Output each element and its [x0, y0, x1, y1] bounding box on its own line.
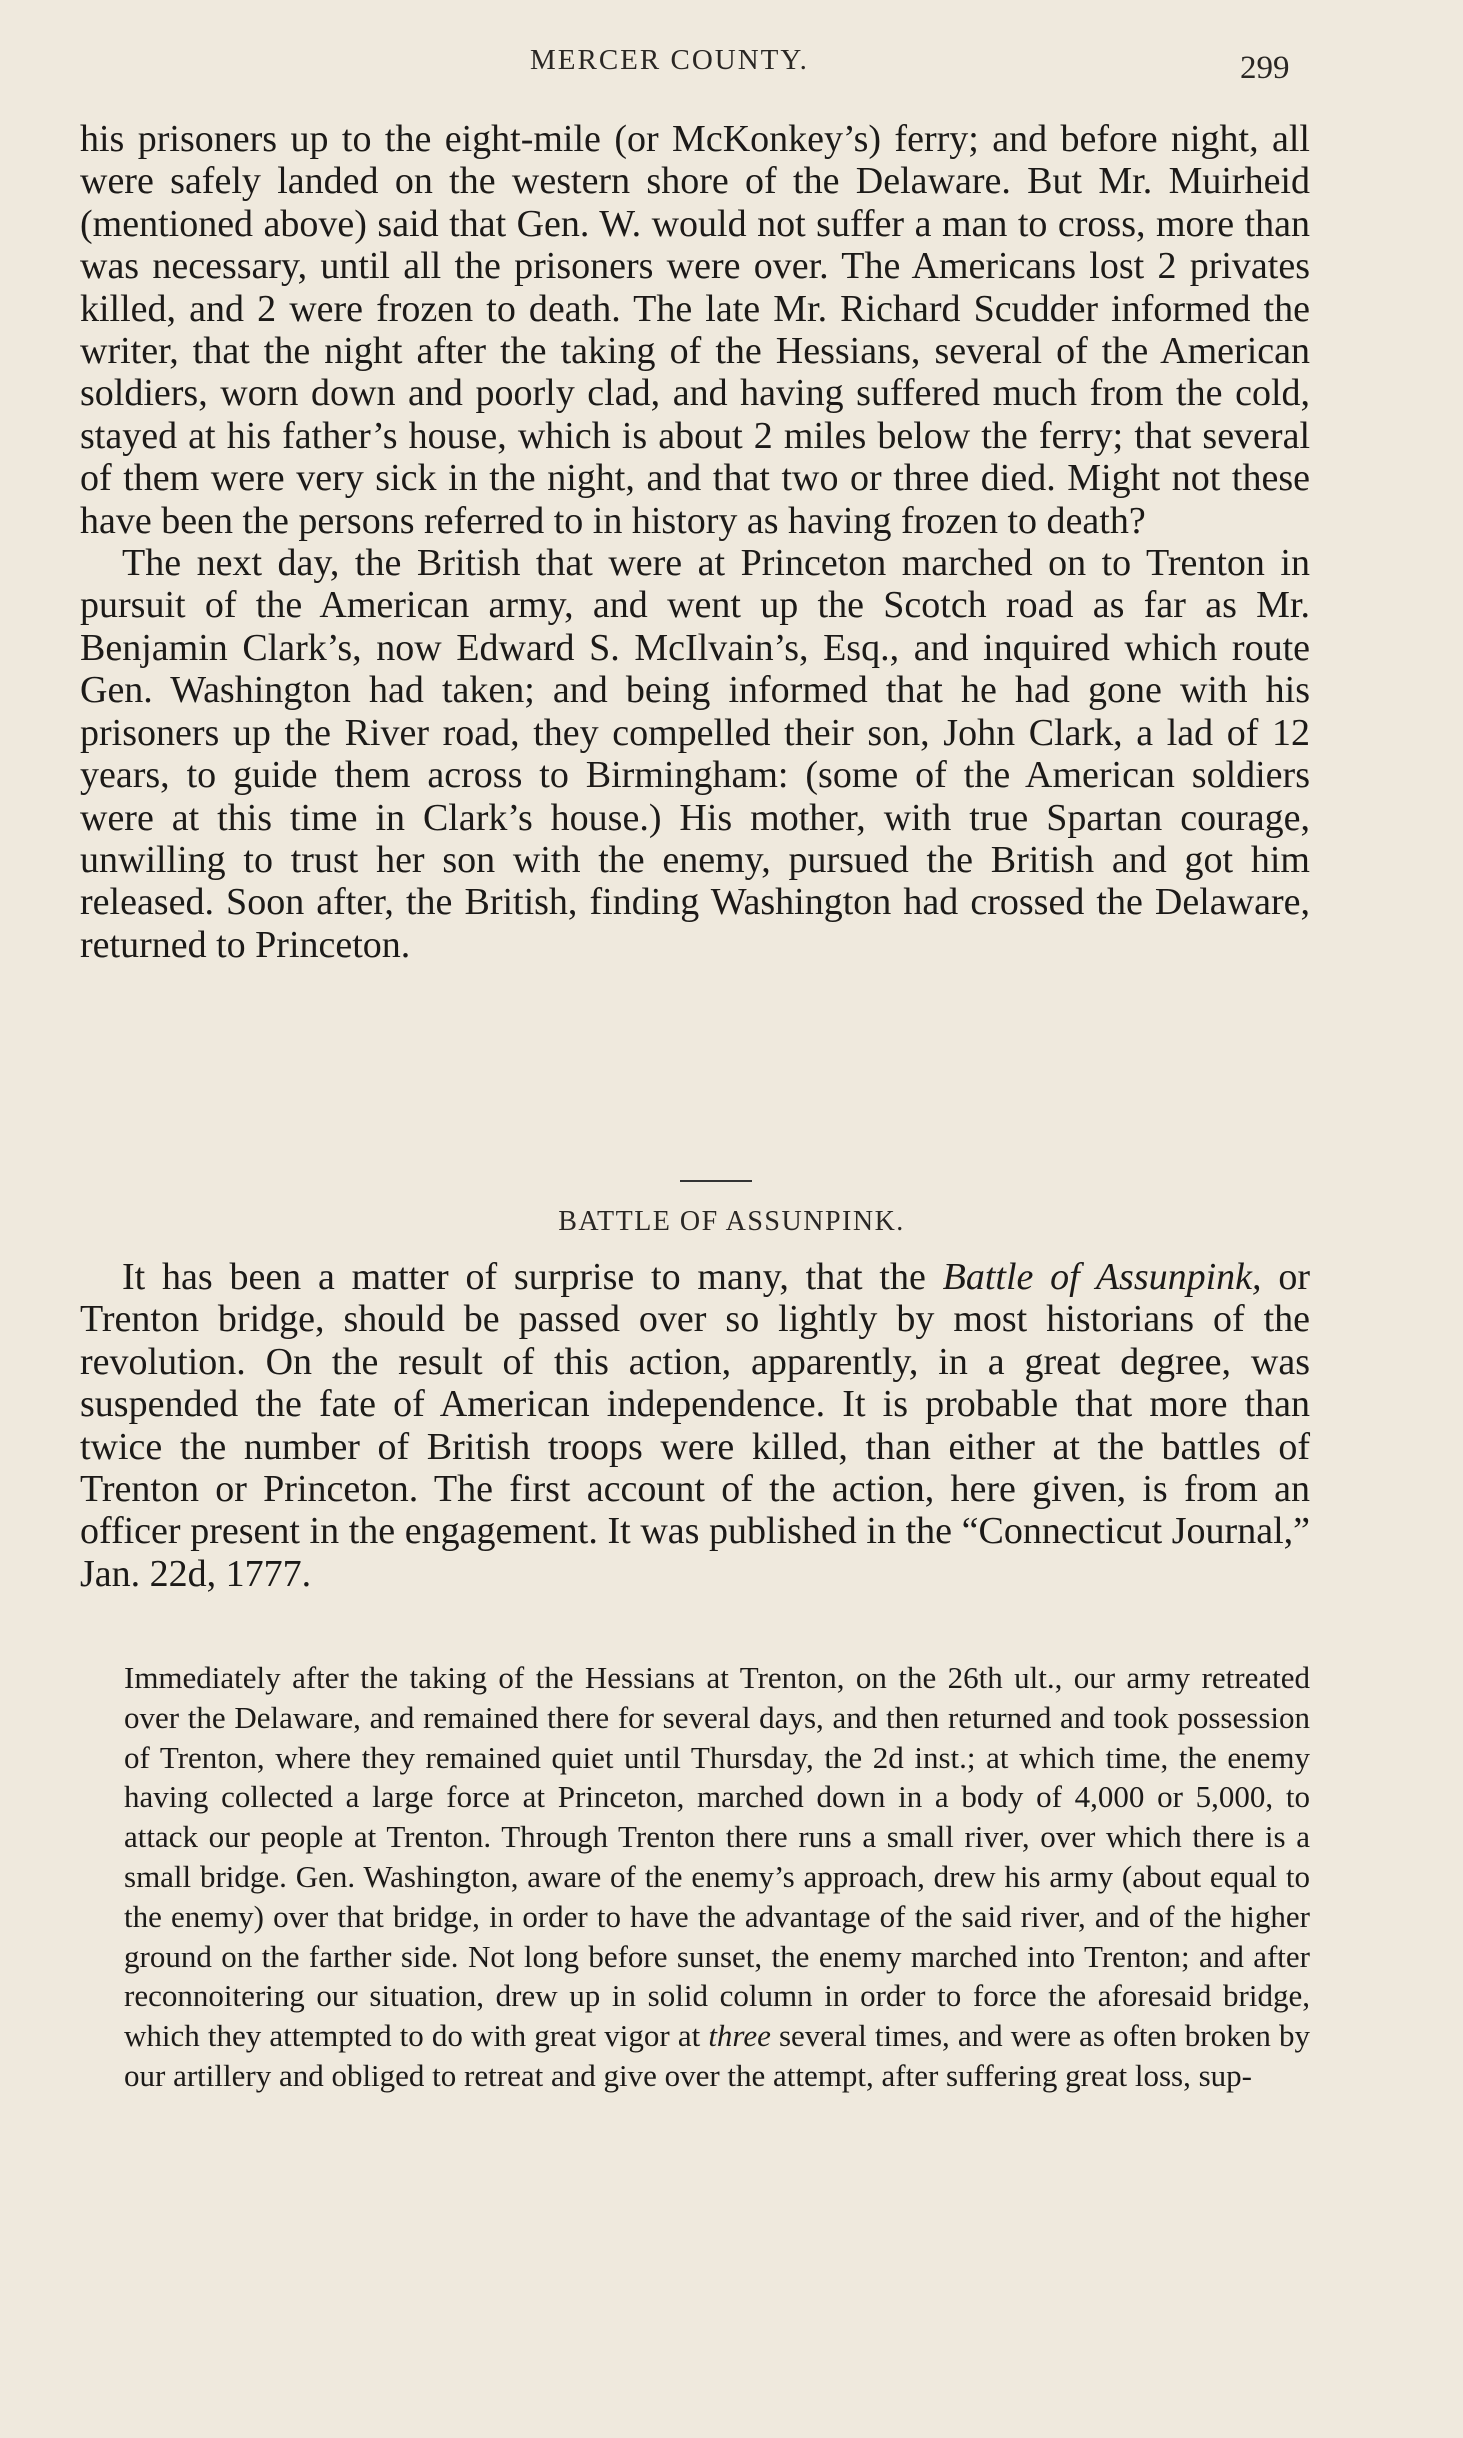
section-title: BATTLE OF ASSUNPINK.	[558, 1206, 905, 1237]
intro-text-after: or Trenton bridge, should be passed over so lightly by most historians of the revolution. On the result of this action, apparently, in a great degree, was suspended the fate of American independence. It is probable that more than twice the number of British troops were killed, than either at the battles of Trenton or Princeton. The first account of the action, here given, is from an officer present in the engagement. It was published in the “Connecticut Journal,” Jan. 22d, 1777.	[80, 1256, 1310, 1595]
section-intro	[80, 1256, 1310, 1595]
section-divider	[680, 1180, 752, 1182]
quote-italic-word: three	[708, 2018, 771, 2054]
main-text	[80, 118, 1310, 966]
intro-italic-title: Battle of Assunpink,	[942, 1256, 1262, 1298]
intro-text-before: It has been a matter of surprise to many, that the	[122, 1256, 943, 1298]
quote-text-after: several times, and were as often broken by our artillery and obliged to retreat and give over the attempt, after suffering great loss, sup-	[124, 2018, 1310, 2093]
page-header	[0, 40, 1463, 90]
quoted-account	[124, 1658, 1310, 2096]
intro-paragraph	[80, 1256, 1310, 1595]
quote-text-before: Immediately after the taking of the Hessians at Trenton, on the 26th ult., our army retreated over the Delaware, and remained there for several days, and then returned and took possession of Trenton, where they remained quiet until Thursday, the 2d inst.; at which time, the enemy having collected a large force at Princeton, marched down in a body of 4,000 or 5,000, to attack our people at Trenton. Through Trenton there runs a small river, over which there is a small bridge. Gen. Washington, aware of the enemy’s approach, drew his army (about equal to the enemy) over that bridge, in order to have the advantage of the said river, and of the higher ground on the farther side. Not long before sunset, the enemy marched into Trenton; and after reconnoitering our situation, drew up in solid column in order to force the aforesaid bridge, which they attempted to do with great vigor at	[124, 1660, 1310, 2054]
page-number: 299	[1240, 50, 1290, 86]
quote-paragraph	[124, 1658, 1310, 2096]
running-head: MERCER COUNTY.	[530, 44, 809, 76]
paragraph-british-pursuit: The next day, the British that were at Princeton marched on to Trenton in pursuit of the American army, and went up the Scotch road as far as Mr. Benjamin Clark’s, now Edward S. McIlvain’s, Esq., and inquired which route Gen. Washington had taken; and being informed that he had gone with his prisoners up the River road, they compelled their son, John Clark, a lad of 12 years, to guide them across to Birmingham: (some of the American soldiers were at this time in Clark’s house.) His mother, with true Spartan courage, unwilling to trust her son with the enemy, pursued the British and got him released. Soon after, the British, finding Washington had crossed the Delaware, returned to Princeton.	[80, 542, 1310, 966]
paragraph-continued: his prisoners up to the eight-mile (or McKonkey’s) ferry; and before night, all were safely landed on the western shore of the Delaware. But Mr. Muirheid (mentioned above) said that Gen. W. would not suffer a man to cross, more than was necessary, until all the prisoners were over. The Americans lost 2 privates killed, and 2 were frozen to death. The late Mr. Richard Scudder informed the writer, that the night after the taking of the Hessians, several of the American soldiers, worn down and poorly clad, and having suffered much from the cold, stayed at his father’s house, which is about 2 miles below the ferry; that several of them were very sick in the night, and that two or three died. Might not these have been the persons referred to in history as having frozen to death?	[80, 118, 1310, 542]
